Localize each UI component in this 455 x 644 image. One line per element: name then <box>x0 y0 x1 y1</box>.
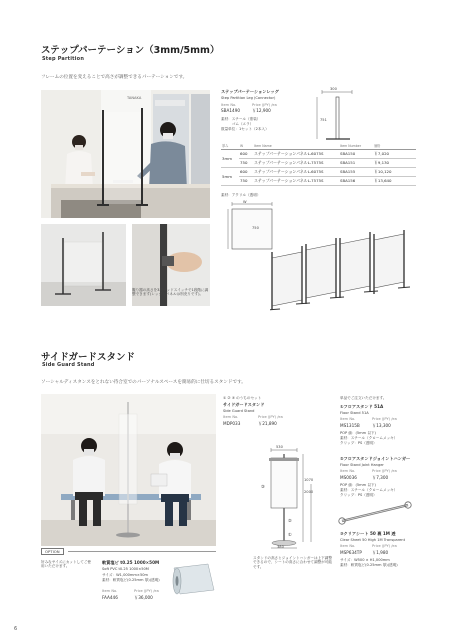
row-w: 600 <box>239 167 253 176</box>
stand-dim-h2: 2000 <box>304 490 314 494</box>
table-row <box>221 167 416 176</box>
item3-price: ￥1,980 <box>372 550 389 555</box>
item2-name: フロアスタンドジョイントハンガー <box>343 456 411 461</box>
col-thickness: 厚み <box>221 143 239 149</box>
leg-spec-2: ゴム（エラ） <box>221 122 254 126</box>
item2-name-en: Floor Stand Joint Hanger <box>340 463 384 467</box>
item1-title <box>340 404 383 409</box>
item2-item-label: Item No. <box>340 469 356 473</box>
step-partition-photo <box>41 90 210 218</box>
panel-material-note: 素材：アクリル（透明） <box>221 193 261 197</box>
item2-price-label: Price (JPY) /ea <box>372 469 397 473</box>
page-number: 6 <box>14 626 18 632</box>
item3-name-en: Clear Sheet 50 High 1M Transparent <box>340 538 405 542</box>
row-name: ステップパーテーションパネルL-7575S <box>253 176 339 185</box>
section1-title: ステップパーテーション（3mm/5mm） <box>41 45 220 56</box>
stand-dim-d: 380 <box>277 545 284 549</box>
panel-dim-drawing <box>224 200 274 252</box>
pvc-roll-illustration <box>168 560 218 598</box>
row-price: ￥10,120 <box>373 167 416 176</box>
hanger-bar-illustration <box>336 497 418 527</box>
option-text: 好みなサイズにカットしてご使用いただけます。 <box>41 560 91 569</box>
col-item-name: Item Name <box>253 143 339 149</box>
photo-sign: TANAKA <box>127 96 142 100</box>
option-item-no: FAA446 <box>102 595 118 600</box>
partition-detail-photo-1 <box>41 224 126 306</box>
section2-lead: ソーシャルディスタンスをとれない待合室でのパーソナルスペースを簡易的に仕切るスタンドです。 <box>41 380 246 385</box>
option-name: 軟質塩ビ t0.25 1000×50M <box>102 560 160 565</box>
item3-item-no: MSP634TP <box>340 550 362 555</box>
item1-item-label: Item No. <box>340 417 356 421</box>
set-name-en: Side Guard Stand <box>223 409 255 413</box>
leg-item-no: SBA1490 <box>221 108 241 113</box>
leg-item-label: Item No. <box>221 103 237 107</box>
photo-scene <box>41 90 210 218</box>
set-item-no: MDP033 <box>223 421 241 426</box>
section2-subtitle: Side Guard Stand <box>42 362 95 368</box>
item2-spec-1: POP 値：(5mm 以下) <box>340 483 376 487</box>
stand-caption: スタンドの高さとジョイントハンガーは上下調整できるので、シートの高さに合わせて調整が可能です。 <box>253 556 332 569</box>
section2-title: サイドガードスタンド <box>41 352 135 363</box>
option-price: ￥36,000 <box>134 595 153 600</box>
col-width: W <box>239 143 253 149</box>
panel-dim-h: 750 <box>252 226 259 230</box>
row-no: SBA156 <box>339 176 373 185</box>
item3-price-label: Price (JPY) /ea <box>372 544 397 548</box>
stand-dim-h1: 1070 <box>304 478 314 482</box>
item3-item-label: Item No. <box>340 544 356 548</box>
item3-num: ③ <box>340 531 344 536</box>
item2-price: ￥7,300 <box>372 475 389 480</box>
item1-name: フロアスタンド 51A <box>343 404 384 409</box>
row-thickness: 5mm <box>221 167 239 185</box>
option-name-en: Soft PVC t0.25 1000×50M <box>102 567 149 571</box>
leg-spec-1: 素材：スチール（塗装） <box>221 117 261 121</box>
option-item-label: Item No. <box>102 589 118 593</box>
item2-spec-2: 素材：スチール（クロームメッキ） <box>340 488 398 492</box>
option-divider <box>68 551 216 552</box>
item2-num: ② <box>340 456 344 461</box>
option-price-label: Price (JPY) /ea <box>134 589 159 593</box>
row-price: ￥7,020 <box>373 149 416 158</box>
item1-item-no: MS1315B <box>340 423 360 428</box>
panel-dim-w: W <box>243 200 247 204</box>
section1-lead: フレームの位置を変えることで高さが調整できるパーテーションです。 <box>41 75 188 80</box>
item3-spec-1: サイズ：W500 × H1,000mm <box>340 558 390 562</box>
row-thickness: 3mm <box>221 149 239 167</box>
leg-price-label: Price (JPY) /ea <box>252 103 277 107</box>
leg-drawing <box>312 87 362 145</box>
leg-name-en: Step Partition Leg (Connector) <box>221 96 276 100</box>
option-spec-2: 素材：軟質塩ビ(0.25mm 厚)(透明) <box>102 578 160 582</box>
row-price: ￥9,130 <box>373 158 416 167</box>
set-price: ￥21,890 <box>258 421 277 426</box>
option-badge: OPTION <box>41 548 64 555</box>
callout-3: ③ <box>261 484 265 489</box>
row-w: 750 <box>239 158 253 167</box>
side-guard-photo <box>41 394 216 546</box>
row-no: SBA150 <box>339 149 373 158</box>
item1-num: ① <box>340 404 344 409</box>
row-name: ステップパーテーションパネルL-7575S <box>253 158 339 167</box>
row-no: SBA151 <box>339 158 373 167</box>
callout-2: ② <box>288 518 292 523</box>
leg-spec-3: 数量単位：1セット（2本入） <box>221 127 269 131</box>
stand-dim-w: 530 <box>276 445 283 449</box>
staggered-partitions-illustration <box>270 230 410 312</box>
table-row <box>221 176 416 185</box>
table-row <box>221 158 416 167</box>
section1-subtitle: Step Partition <box>42 56 85 62</box>
item1-price: ￥13,300 <box>372 423 391 428</box>
col-item-number: Item Number <box>339 143 373 149</box>
item2-item-no: MS0036 <box>340 475 357 480</box>
leg-price: ￥12,900 <box>252 108 271 113</box>
partition-photo-caption: 擬り器の高さを3段ロッドスイッチで1段階に調整できます(レッグとパネルは別売りです)。 <box>132 288 209 297</box>
row-name: ステップパーテーションパネルL-6075S <box>253 167 339 176</box>
row-no: SBA155 <box>339 167 373 176</box>
item2-title <box>340 456 410 461</box>
item1-spec-1: POP 値：(5mm 以下) <box>340 431 376 435</box>
set-note: ① ② ③ のうちのセット <box>223 396 262 400</box>
item1-spec-3: クリップ：PS（透明） <box>340 441 377 445</box>
row-w: 600 <box>239 149 253 158</box>
set-name: サイドガードスタンド <box>223 402 265 407</box>
single-order-note: 単品でご注文いただけます。 <box>340 396 387 400</box>
waiting-room-scene <box>41 394 216 546</box>
item1-name-en: Floor Stand 51A <box>340 411 369 415</box>
set-price-label: Price (JPY) /ea <box>258 415 283 419</box>
row-w: 750 <box>239 176 253 185</box>
item1-spec-2: 素材：スチール（クロームメッキ） <box>340 436 398 440</box>
item3-name: クリアシート 50 裏 1M 透 <box>343 531 396 536</box>
callout-1: ① <box>288 532 292 537</box>
set-item-label: Item No. <box>223 415 239 419</box>
option-spec-1: サイズ：W1,000mm×50m <box>102 573 149 577</box>
col-price: 価格 <box>373 143 416 149</box>
item2-spec-3: クリップ：PS（透明） <box>340 493 377 497</box>
item1-price-label: Price (JPY) /ea <box>372 417 397 421</box>
row-price: ￥13,640 <box>373 176 416 185</box>
item3-spec-2: 素材：軟質塩ビ(0.25mm 厚)(透明) <box>340 563 398 567</box>
row-name: ステップパーテーションパネルL-6075S <box>253 149 339 158</box>
panel-spec-table <box>221 143 416 186</box>
table-row <box>221 149 416 158</box>
leg-dim-w: 300 <box>330 87 337 91</box>
partition-standing-photo <box>41 224 126 306</box>
leg-name: ステップパーテーションレッグ <box>221 89 279 94</box>
leg-dim-h: 751 <box>320 118 327 122</box>
item3-title <box>340 531 396 536</box>
